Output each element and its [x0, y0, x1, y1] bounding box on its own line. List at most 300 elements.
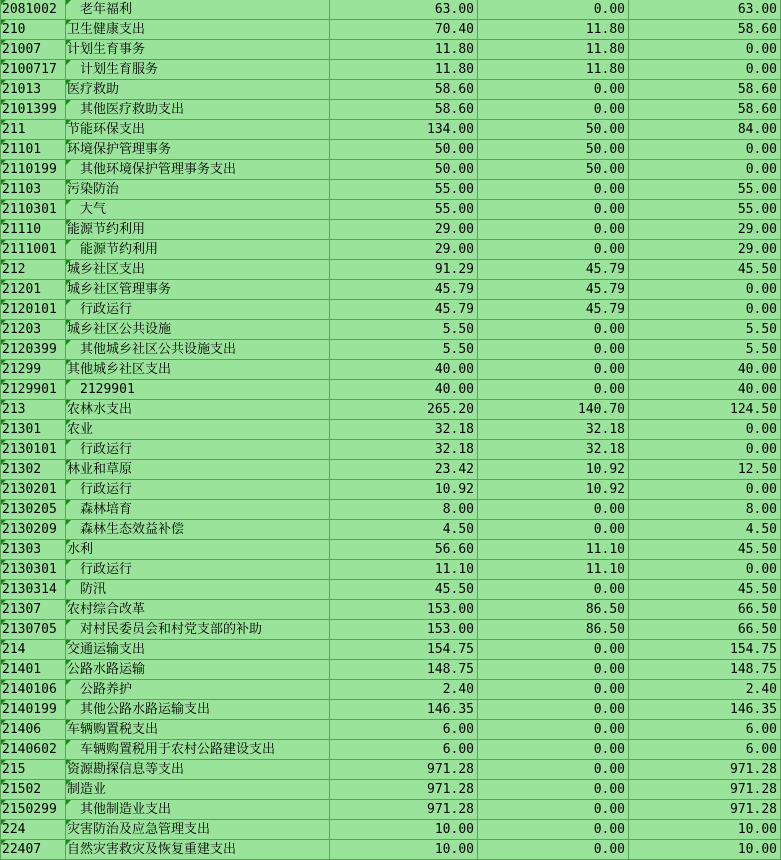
- account-name-cell-text: 农业: [67, 422, 94, 437]
- account-name-cell[interactable]: [66, 400, 330, 420]
- text-format-marker-icon: [66, 600, 71, 605]
- account-name-cell-text: 其他制造业支出: [80, 802, 172, 817]
- basic-expenditure-cell[interactable]: [478, 780, 629, 800]
- table-row: [1, 400, 781, 420]
- project-expenditure-cell-text: 45.50: [737, 582, 777, 597]
- text-format-marker-icon: [66, 840, 71, 845]
- project-expenditure-cell[interactable]: [629, 560, 781, 580]
- total-amount-cell[interactable]: [330, 380, 478, 400]
- basic-expenditure-cell-text: 0.00: [593, 582, 625, 597]
- total-amount-cell[interactable]: [330, 220, 478, 240]
- account-name-cell[interactable]: [66, 60, 330, 80]
- table-row: [1, 340, 781, 360]
- project-expenditure-cell-text: 66.50: [737, 622, 777, 637]
- account-name-cell[interactable]: [66, 40, 330, 60]
- project-expenditure-cell[interactable]: [629, 440, 781, 460]
- basic-expenditure-cell[interactable]: [478, 660, 629, 680]
- account-name-cell[interactable]: [66, 300, 330, 320]
- account-code-cell[interactable]: [1, 320, 66, 340]
- account-name-cell[interactable]: [66, 780, 330, 800]
- table-row: [1, 260, 781, 280]
- account-name-cell[interactable]: [66, 700, 330, 720]
- project-expenditure-cell[interactable]: [629, 600, 781, 620]
- project-expenditure-cell[interactable]: [629, 340, 781, 360]
- basic-expenditure-cell[interactable]: [478, 820, 629, 840]
- account-name-cell[interactable]: [66, 760, 330, 780]
- project-expenditure-cell[interactable]: [629, 460, 781, 480]
- account-name-cell[interactable]: [66, 360, 330, 380]
- account-name-cell-text: 老年福利: [80, 2, 133, 17]
- total-amount-cell-text: 32.18: [434, 422, 474, 437]
- text-format-marker-icon: [1, 780, 6, 785]
- account-code-cell[interactable]: [1, 120, 66, 140]
- total-amount-cell[interactable]: [330, 800, 478, 820]
- basic-expenditure-cell[interactable]: [478, 80, 629, 100]
- budget-table-body: [1, 0, 781, 860]
- account-code-cell-text: 2100717: [2, 62, 57, 77]
- account-name-cell-text: 其他环境保护管理事务支出: [80, 162, 237, 177]
- project-expenditure-cell[interactable]: [629, 640, 781, 660]
- text-format-marker-icon: [1, 60, 6, 65]
- total-amount-cell[interactable]: [330, 140, 478, 160]
- basic-expenditure-cell[interactable]: [478, 100, 629, 120]
- account-code-cell[interactable]: [1, 820, 66, 840]
- total-amount-cell[interactable]: [330, 640, 478, 660]
- project-expenditure-cell[interactable]: [629, 100, 781, 120]
- project-expenditure-cell[interactable]: [629, 240, 781, 260]
- basic-expenditure-cell[interactable]: [478, 540, 629, 560]
- total-amount-cell[interactable]: [330, 680, 478, 700]
- account-name-cell-text: 农林水支出: [67, 402, 133, 417]
- total-amount-cell[interactable]: [330, 160, 478, 180]
- account-name-cell[interactable]: [66, 320, 330, 340]
- total-amount-cell[interactable]: [330, 280, 478, 300]
- total-amount-cell[interactable]: [330, 520, 478, 540]
- basic-expenditure-cell[interactable]: [478, 260, 629, 280]
- account-code-cell-text: 2101399: [2, 102, 57, 117]
- account-name-cell-text: 对村民委员会和村党支部的补助: [80, 622, 263, 637]
- account-name-cell-text: 水利: [67, 542, 94, 557]
- project-expenditure-cell[interactable]: [629, 220, 781, 240]
- total-amount-cell[interactable]: [330, 340, 478, 360]
- basic-expenditure-cell[interactable]: [478, 300, 629, 320]
- project-expenditure-cell[interactable]: [629, 160, 781, 180]
- basic-expenditure-cell-text: 10.92: [585, 462, 625, 477]
- account-name-cell[interactable]: [66, 720, 330, 740]
- basic-expenditure-cell[interactable]: [478, 60, 629, 80]
- basic-expenditure-cell[interactable]: [478, 120, 629, 140]
- account-code-cell[interactable]: [1, 160, 66, 180]
- account-code-cell[interactable]: [1, 300, 66, 320]
- basic-expenditure-cell[interactable]: [478, 720, 629, 740]
- account-code-cell[interactable]: [1, 500, 66, 520]
- account-name-cell[interactable]: [66, 140, 330, 160]
- account-code-cell-text: 21406: [2, 722, 42, 737]
- total-amount-cell[interactable]: [330, 320, 478, 340]
- account-code-cell[interactable]: [1, 40, 66, 60]
- basic-expenditure-cell[interactable]: [478, 760, 629, 780]
- account-name-cell-text: 计划生育事务: [67, 42, 146, 57]
- account-code-cell[interactable]: [1, 720, 66, 740]
- total-amount-cell[interactable]: [330, 300, 478, 320]
- project-expenditure-cell[interactable]: [629, 60, 781, 80]
- project-expenditure-cell[interactable]: [629, 400, 781, 420]
- basic-expenditure-cell-text: 0.00: [593, 802, 625, 817]
- account-name-cell[interactable]: [66, 420, 330, 440]
- total-amount-cell-text: 10.92: [434, 482, 474, 497]
- account-code-cell[interactable]: [1, 840, 66, 860]
- account-code-cell[interactable]: [1, 640, 66, 660]
- project-expenditure-cell[interactable]: [629, 140, 781, 160]
- basic-expenditure-cell[interactable]: [478, 420, 629, 440]
- table-row: [1, 540, 781, 560]
- account-name-cell[interactable]: [66, 440, 330, 460]
- total-amount-cell[interactable]: [330, 180, 478, 200]
- account-name-cell-text: 交通运输支出: [67, 642, 146, 657]
- total-amount-cell[interactable]: [330, 580, 478, 600]
- project-expenditure-cell[interactable]: [629, 200, 781, 220]
- account-name-cell[interactable]: [66, 620, 330, 640]
- project-expenditure-cell[interactable]: [629, 840, 781, 860]
- basic-expenditure-cell[interactable]: [478, 400, 629, 420]
- total-amount-cell[interactable]: [330, 440, 478, 460]
- project-expenditure-cell[interactable]: [629, 520, 781, 540]
- basic-expenditure-cell-text: 0.00: [593, 722, 625, 737]
- account-code-cell[interactable]: [1, 280, 66, 300]
- account-code-cell[interactable]: [1, 60, 66, 80]
- account-code-cell-text: 21013: [2, 82, 42, 97]
- account-code-cell[interactable]: [1, 680, 66, 700]
- basic-expenditure-cell[interactable]: [478, 580, 629, 600]
- account-name-cell[interactable]: [66, 840, 330, 860]
- basic-expenditure-cell[interactable]: [478, 700, 629, 720]
- account-code-cell-text: 2130301: [2, 562, 57, 577]
- basic-expenditure-cell[interactable]: [478, 220, 629, 240]
- account-code-cell[interactable]: [1, 400, 66, 420]
- basic-expenditure-cell[interactable]: [478, 620, 629, 640]
- project-expenditure-cell[interactable]: [629, 680, 781, 700]
- text-format-marker-icon: [1, 360, 6, 365]
- text-format-marker-icon: [66, 780, 71, 785]
- table-row: [1, 100, 781, 120]
- project-expenditure-cell-text: 146.35: [730, 702, 777, 717]
- basic-expenditure-cell[interactable]: [478, 140, 629, 160]
- account-name-cell-text: 其他城乡社区支出: [67, 362, 172, 377]
- total-amount-cell[interactable]: [330, 760, 478, 780]
- account-code-cell[interactable]: [1, 780, 66, 800]
- basic-expenditure-cell[interactable]: [478, 380, 629, 400]
- account-name-cell[interactable]: [66, 200, 330, 220]
- account-code-cell-text: 2111001: [2, 242, 57, 257]
- project-expenditure-cell-text: 58.60: [737, 22, 777, 37]
- project-expenditure-cell[interactable]: [629, 380, 781, 400]
- total-amount-cell-text: 971.28: [427, 782, 474, 797]
- total-amount-cell[interactable]: [330, 80, 478, 100]
- account-name-cell[interactable]: [66, 640, 330, 660]
- text-format-marker-icon: [66, 820, 71, 825]
- total-amount-cell-text: 45.79: [434, 282, 474, 297]
- account-code-cell[interactable]: [1, 380, 66, 400]
- project-expenditure-cell[interactable]: [629, 620, 781, 640]
- total-amount-cell[interactable]: [330, 560, 478, 580]
- account-code-cell[interactable]: [1, 80, 66, 100]
- account-code-cell-text: 21302: [2, 462, 42, 477]
- account-code-cell[interactable]: [1, 220, 66, 240]
- account-code-cell[interactable]: [1, 620, 66, 640]
- account-name-cell[interactable]: [66, 120, 330, 140]
- total-amount-cell[interactable]: [330, 360, 478, 380]
- account-code-cell[interactable]: [1, 240, 66, 260]
- account-code-cell[interactable]: [1, 420, 66, 440]
- project-expenditure-cell[interactable]: [629, 420, 781, 440]
- total-amount-cell[interactable]: [330, 620, 478, 640]
- account-code-cell[interactable]: [1, 800, 66, 820]
- total-amount-cell-text: 153.00: [427, 602, 474, 617]
- account-code-cell-text: 21007: [2, 42, 42, 57]
- project-expenditure-cell[interactable]: [629, 320, 781, 340]
- table-row: [1, 380, 781, 400]
- basic-expenditure-cell[interactable]: [478, 560, 629, 580]
- total-amount-cell-text: 55.00: [434, 202, 474, 217]
- basic-expenditure-cell[interactable]: [478, 200, 629, 220]
- basic-expenditure-cell[interactable]: [478, 40, 629, 60]
- text-format-marker-icon: [66, 580, 71, 585]
- basic-expenditure-cell[interactable]: [478, 460, 629, 480]
- account-code-cell[interactable]: [1, 200, 66, 220]
- basic-expenditure-cell[interactable]: [478, 600, 629, 620]
- account-name-cell[interactable]: [66, 380, 330, 400]
- account-code-cell[interactable]: [1, 520, 66, 540]
- project-expenditure-cell[interactable]: [629, 0, 781, 20]
- text-format-marker-icon: [66, 340, 71, 345]
- project-expenditure-cell[interactable]: [629, 580, 781, 600]
- account-name-cell[interactable]: [66, 660, 330, 680]
- total-amount-cell[interactable]: [330, 260, 478, 280]
- text-format-marker-icon: [66, 560, 71, 565]
- total-amount-cell[interactable]: [330, 20, 478, 40]
- total-amount-cell[interactable]: [330, 0, 478, 20]
- account-code-cell[interactable]: [1, 560, 66, 580]
- project-expenditure-cell[interactable]: [629, 780, 781, 800]
- project-expenditure-cell[interactable]: [629, 800, 781, 820]
- table-row: [1, 60, 781, 80]
- total-amount-cell[interactable]: [330, 420, 478, 440]
- project-expenditure-cell[interactable]: [629, 740, 781, 760]
- text-format-marker-icon: [66, 280, 71, 285]
- project-expenditure-cell-text: 0.00: [745, 422, 777, 437]
- account-name-cell[interactable]: [66, 500, 330, 520]
- account-code-cell[interactable]: [1, 460, 66, 480]
- project-expenditure-cell[interactable]: [629, 80, 781, 100]
- project-expenditure-cell-text: 124.50: [730, 402, 777, 417]
- account-name-cell[interactable]: [66, 800, 330, 820]
- account-name-cell[interactable]: [66, 520, 330, 540]
- project-expenditure-cell[interactable]: [629, 120, 781, 140]
- project-expenditure-cell[interactable]: [629, 40, 781, 60]
- basic-expenditure-cell[interactable]: [478, 480, 629, 500]
- project-expenditure-cell[interactable]: [629, 280, 781, 300]
- account-name-cell[interactable]: [66, 280, 330, 300]
- account-name-cell-text: 灾害防治及应急管理支出: [67, 822, 211, 837]
- account-name-cell[interactable]: [66, 0, 330, 20]
- account-code-cell[interactable]: [1, 440, 66, 460]
- total-amount-cell-text: 11.10: [434, 562, 474, 577]
- account-name-cell[interactable]: [66, 820, 330, 840]
- project-expenditure-cell[interactable]: [629, 180, 781, 200]
- account-code-cell[interactable]: [1, 660, 66, 680]
- text-format-marker-icon: [1, 320, 6, 325]
- basic-expenditure-cell[interactable]: [478, 20, 629, 40]
- total-amount-cell-text: 8.00: [442, 502, 474, 517]
- total-amount-cell[interactable]: [330, 100, 478, 120]
- project-expenditure-cell[interactable]: [629, 660, 781, 680]
- basic-expenditure-cell[interactable]: [478, 740, 629, 760]
- basic-expenditure-cell-text: 0.00: [593, 362, 625, 377]
- basic-expenditure-cell[interactable]: [478, 160, 629, 180]
- project-expenditure-cell[interactable]: [629, 480, 781, 500]
- account-name-cell[interactable]: [66, 20, 330, 40]
- account-name-cell[interactable]: [66, 340, 330, 360]
- table-row: [1, 240, 781, 260]
- account-name-cell[interactable]: [66, 580, 330, 600]
- total-amount-cell[interactable]: [330, 720, 478, 740]
- project-expenditure-cell[interactable]: [629, 500, 781, 520]
- basic-expenditure-cell[interactable]: [478, 280, 629, 300]
- text-format-marker-icon: [1, 620, 6, 625]
- basic-expenditure-cell-text: 0.00: [593, 762, 625, 777]
- account-code-cell[interactable]: [1, 340, 66, 360]
- total-amount-cell[interactable]: [330, 40, 478, 60]
- basic-expenditure-cell[interactable]: [478, 640, 629, 660]
- total-amount-cell[interactable]: [330, 480, 478, 500]
- account-code-cell[interactable]: [1, 740, 66, 760]
- account-code-cell[interactable]: [1, 260, 66, 280]
- project-expenditure-cell[interactable]: [629, 700, 781, 720]
- basic-expenditure-cell-text: 50.00: [585, 162, 625, 177]
- basic-expenditure-cell[interactable]: [478, 680, 629, 700]
- basic-expenditure-cell[interactable]: [478, 0, 629, 20]
- account-code-cell[interactable]: [1, 540, 66, 560]
- total-amount-cell[interactable]: [330, 540, 478, 560]
- text-format-marker-icon: [66, 380, 71, 385]
- total-amount-cell[interactable]: [330, 240, 478, 260]
- account-name-cell[interactable]: [66, 240, 330, 260]
- account-name-cell[interactable]: [66, 460, 330, 480]
- basic-expenditure-cell[interactable]: [478, 180, 629, 200]
- basic-expenditure-cell-text: 0.00: [593, 662, 625, 677]
- project-expenditure-cell[interactable]: [629, 540, 781, 560]
- account-code-cell[interactable]: [1, 20, 66, 40]
- project-expenditure-cell[interactable]: [629, 820, 781, 840]
- text-format-marker-icon: [1, 520, 6, 525]
- account-code-cell[interactable]: [1, 580, 66, 600]
- account-name-cell[interactable]: [66, 600, 330, 620]
- basic-expenditure-cell[interactable]: [478, 520, 629, 540]
- account-code-cell[interactable]: [1, 140, 66, 160]
- total-amount-cell[interactable]: [330, 740, 478, 760]
- text-format-marker-icon: [1, 680, 6, 685]
- project-expenditure-cell[interactable]: [629, 360, 781, 380]
- basic-expenditure-cell[interactable]: [478, 800, 629, 820]
- account-name-cell[interactable]: [66, 80, 330, 100]
- account-name-cell[interactable]: [66, 540, 330, 560]
- project-expenditure-cell-text: 6.00: [745, 722, 777, 737]
- text-format-marker-icon: [66, 700, 71, 705]
- text-format-marker-icon: [66, 400, 71, 405]
- project-expenditure-cell-text: 0.00: [745, 162, 777, 177]
- basic-expenditure-cell[interactable]: [478, 840, 629, 860]
- total-amount-cell[interactable]: [330, 820, 478, 840]
- total-amount-cell[interactable]: [330, 780, 478, 800]
- account-name-cell[interactable]: [66, 680, 330, 700]
- project-expenditure-cell-text: 29.00: [737, 242, 777, 257]
- account-code-cell[interactable]: [1, 180, 66, 200]
- project-expenditure-cell[interactable]: [629, 260, 781, 280]
- account-code-cell[interactable]: [1, 600, 66, 620]
- total-amount-cell[interactable]: [330, 600, 478, 620]
- account-code-cell[interactable]: [1, 0, 66, 20]
- basic-expenditure-cell[interactable]: [478, 320, 629, 340]
- basic-expenditure-cell[interactable]: [478, 340, 629, 360]
- project-expenditure-cell-text: 12.50: [737, 462, 777, 477]
- project-expenditure-cell[interactable]: [629, 720, 781, 740]
- account-code-cell[interactable]: [1, 760, 66, 780]
- account-name-cell[interactable]: [66, 180, 330, 200]
- basic-expenditure-cell[interactable]: [478, 360, 629, 380]
- text-format-marker-icon: [66, 20, 71, 25]
- basic-expenditure-cell[interactable]: [478, 440, 629, 460]
- account-name-cell[interactable]: [66, 160, 330, 180]
- account-name-cell-text: 森林生态效益补偿: [80, 522, 185, 537]
- basic-expenditure-cell-text: 0.00: [593, 342, 625, 357]
- account-name-cell[interactable]: [66, 220, 330, 240]
- text-format-marker-icon: [66, 660, 71, 665]
- account-name-cell[interactable]: [66, 260, 330, 280]
- account-code-cell[interactable]: [1, 480, 66, 500]
- total-amount-cell[interactable]: [330, 120, 478, 140]
- project-expenditure-cell[interactable]: [629, 300, 781, 320]
- account-name-cell-text: 污染防治: [67, 182, 120, 197]
- total-amount-cell[interactable]: [330, 400, 478, 420]
- account-name-cell-text: 城乡社区管理事务: [67, 282, 172, 297]
- account-name-cell[interactable]: [66, 740, 330, 760]
- account-name-cell[interactable]: [66, 560, 330, 580]
- account-name-cell[interactable]: [66, 100, 330, 120]
- text-format-marker-icon: [1, 400, 6, 405]
- total-amount-cell[interactable]: [330, 700, 478, 720]
- total-amount-cell[interactable]: [330, 460, 478, 480]
- basic-expenditure-cell[interactable]: [478, 500, 629, 520]
- total-amount-cell[interactable]: [330, 840, 478, 860]
- account-code-cell[interactable]: [1, 100, 66, 120]
- table-row: [1, 580, 781, 600]
- total-amount-cell[interactable]: [330, 500, 478, 520]
- total-amount-cell[interactable]: [330, 60, 478, 80]
- basic-expenditure-cell[interactable]: [478, 240, 629, 260]
- account-code-cell[interactable]: [1, 700, 66, 720]
- project-expenditure-cell[interactable]: [629, 20, 781, 40]
- account-name-cell-text: 行政运行: [80, 302, 133, 317]
- account-code-cell[interactable]: [1, 360, 66, 380]
- project-expenditure-cell-text: 0.00: [745, 562, 777, 577]
- account-name-cell-text: 医疗救助: [67, 82, 120, 97]
- total-amount-cell[interactable]: [330, 660, 478, 680]
- account-code-cell-text: 2120101: [2, 302, 57, 317]
- total-amount-cell[interactable]: [330, 200, 478, 220]
- account-code-cell-text: 21103: [2, 182, 42, 197]
- project-expenditure-cell[interactable]: [629, 760, 781, 780]
- account-name-cell[interactable]: [66, 480, 330, 500]
